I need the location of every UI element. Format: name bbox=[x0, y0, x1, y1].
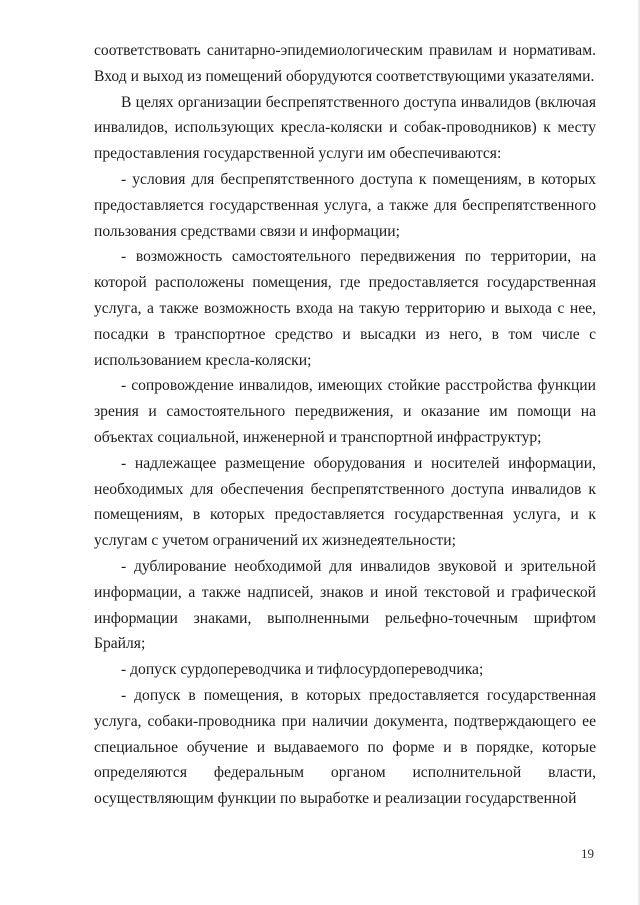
list-item-escort-assistance: - сопровождение инвалидов, имеющих стойкие расстройства функции зрения и самостоятельного передвижения, и оказание им помощи на объектах социальной, инженерной и транспортной инфраструктур; bbox=[94, 377, 596, 446]
paragraph-accessibility-intro: В целях организации беспрепятственного доступа инвалидов (включая инвалидов, использующих кресла-коляски и собак-проводников) к месту предоставления государственной услуги им обеспечиваются: bbox=[94, 93, 596, 163]
list-item-guide-dog-admission: - допуск в помещения, в которых предоставляется государственная услуга, собаки-проводника при наличии документа, подтверждающего ее специальное обучение и выдаваемого по форме и в порядке, которые определяются федеральным органом исполнительной власти, осуществляющим функции по выработке и реализации государственной bbox=[94, 686, 596, 808]
paragraph-continuation: соответствовать санитарно-эпидемиологическим правилам и нормативам. Вход и выход из помещений оборудуются соответствующими указателями. bbox=[94, 42, 596, 85]
list-item-access-conditions: - условия для беспрепятственного доступа к помещениям, в которых предоставляется государственная услуга, а также для беспрепятственного пользования средствами связи и информации; bbox=[94, 170, 596, 240]
page-number: 19 bbox=[581, 846, 594, 861]
list-item-interpreter-admission: - допуск сурдопереводчика и тифлосурдопереводчика; bbox=[121, 661, 484, 679]
list-item-braille-duplication: - дублирование необходимой для инвалидов звуковой и зрительной информации, а также надписей, знаков и иной текстовой и графической информации знаками, выполненными рельефно-точечным шрифтом Брайля; bbox=[94, 557, 596, 653]
list-item-equipment-placement: - надлежащее размещение оборудования и носителей информации, необходимых для обеспечения беспрепятственного доступа инвалидов к помещениям, в которых предоставляется государственная услуга, и к услугам с учетом ограничений их жизнедеятельности; bbox=[94, 454, 596, 550]
document-body bbox=[94, 38, 596, 812]
list-item-independent-movement: - возможность самостоятельного передвижения по территории, на которой расположены помещения, где предоставляется государственная услуга, а также возможность входа на такую территорию и выхода с нее, посадки в транспортное средство и высадки из него, в том числе с использованием кресла-коляски; bbox=[94, 248, 596, 369]
